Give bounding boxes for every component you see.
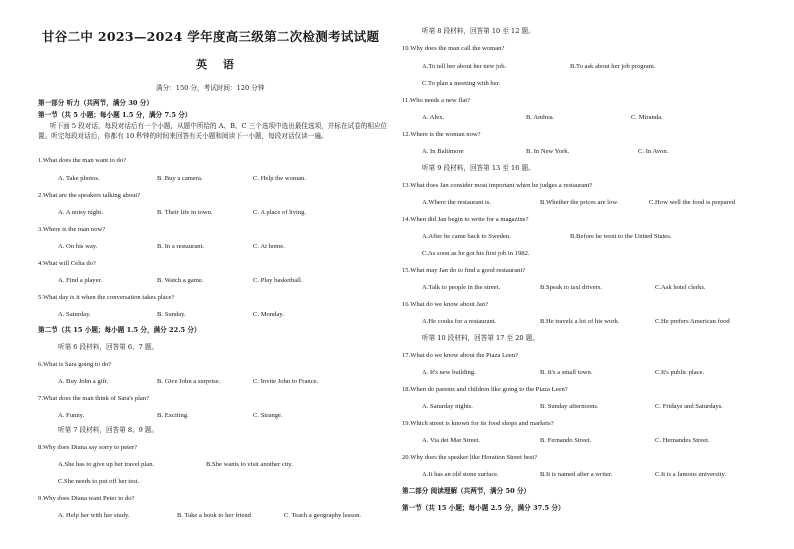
question-3: 3.Where is the man now? [38, 226, 106, 233]
question-12: 12.Where is the woman now? [402, 131, 481, 138]
exam-meta: 满分：150 分，考试时间：120 分钟 [156, 84, 265, 92]
option-19a: A. Via dei Mar Street. [422, 437, 481, 444]
option-8b: B.She wants to visit another city. [206, 461, 293, 468]
question-5: 5.What day is it when the conversation takes place? [38, 294, 175, 301]
option-1a: A. Take photos. [58, 175, 100, 182]
question-11: 11.Who needs a new flat? [402, 97, 471, 104]
option-14c: C.As soon as he got his first job in 1982. [422, 250, 530, 257]
option-15b: B.Speak to taxi drivers. [540, 284, 603, 291]
option-2a: A. A noisy night. [58, 209, 103, 216]
section1-heading: 第一节（共 5 小题；每小题 1.5 分，满分 7.5 分） [38, 111, 192, 119]
option-18b: B. Sunday afternoons. [540, 403, 599, 410]
question-15: 15.What may Jan do to find a good restaurant? [402, 267, 526, 274]
option-2b: B. Their life in town. [157, 209, 213, 216]
option-11c: C. Miranda. [631, 114, 663, 121]
option-10b: B.To ask about her job program. [570, 63, 656, 70]
option-10c: C.To plan a meeting with her. [422, 80, 501, 87]
question-16: 16.What do we know about Jan? [402, 301, 489, 308]
option-9c: C. Teach a geography lesson. [284, 512, 362, 519]
listen-prompt-6: 听第 6 段材料，回答第 6、7 题。 [58, 343, 159, 351]
subject-title: 英 语 [196, 58, 240, 71]
option-16b: B.He travels a lot of his work. [540, 318, 620, 325]
option-3b: B. In a restaurant. [157, 243, 205, 250]
option-6a: A. Buy John a gift. [58, 378, 109, 385]
option-6c: C. Invite John to France. [253, 378, 319, 385]
left-column [38, 0, 394, 549]
option-3c: C. At home. [253, 243, 285, 250]
option-12a: A. In Baltimore [422, 148, 464, 155]
option-8c: C.She needs to put off her test. [58, 478, 140, 485]
option-10a: A.To tell her about her new job. [422, 63, 507, 70]
option-14b: B.Before he went to the United States. [570, 233, 672, 240]
question-20: 20.Why does the speaker like Horation Street best? [402, 454, 538, 461]
option-7c: C. Strange. [253, 412, 283, 419]
exam-title: 甘谷二中 2023—2024 学年度高三级第二次检测考试试题 [42, 29, 380, 44]
option-9b: B. Take a book to her friend [177, 512, 251, 519]
question-2: 2.What are the speakers talking about? [38, 192, 141, 199]
option-2c: C. A place of living. [253, 209, 307, 216]
part2-heading: 第二部分 阅读理解（共两节，满分 50 分） [402, 487, 531, 495]
option-17a: A. It's new building. [422, 369, 476, 376]
question-1: 1.What does the man want to do? [38, 157, 127, 164]
question-8: 8.Why does Diana say sorry to peter? [38, 444, 138, 451]
option-18c: C. Fridays and Saturdays. [655, 403, 723, 410]
option-5c: C. Monday. [253, 311, 284, 318]
option-12b: B. In New York. [526, 148, 570, 155]
option-20b: B.It is named after a writer. [540, 471, 613, 478]
question-4: 4.What will Celia do? [38, 260, 96, 267]
option-15a: A.Talk to people in the street. [422, 284, 501, 291]
listen-prompt-9: 听第 9 段材料，回答第 13 至 16 题。 [422, 164, 535, 172]
listen-prompt-7: 听第 7 段材料，回答第 8、9 题。 [58, 426, 159, 434]
option-5b: B. Sunday. [157, 311, 186, 318]
question-18: 18.When do parents and children like going to the Piaza Leen? [402, 386, 568, 393]
option-8a: A.She has to give up her travel plan. [58, 461, 155, 468]
option-11b: B. Andrea. [526, 114, 555, 121]
option-19c: C. Hernandes Street. [655, 437, 710, 444]
option-11a: A. Alex. [422, 114, 445, 121]
option-5a: A. Saturday. [58, 311, 91, 318]
option-6b: B. Give John a surprise. [157, 378, 221, 385]
listen-prompt-10: 听第 10 段材料，回答第 17 至 20 题。 [422, 334, 539, 342]
part1-heading: 第一部分 听力（共两节，满分 30 分） [38, 99, 153, 107]
question-10: 10.Why does the man call the woman? [402, 45, 505, 52]
option-19b: B. Fernando Street. [540, 437, 592, 444]
question-6: 6.What is Sara going to do? [38, 361, 112, 368]
option-7a: A. Funny. [58, 412, 85, 419]
listen-prompt-8: 听第 8 段材料，回答第 10 至 12 题。 [422, 27, 535, 35]
question-19: 19.Which street is known for its food shops and markets? [402, 420, 554, 427]
section2-heading: 第二节（共 15 小题；每小题 1.5 分，满分 22.5 分） [38, 326, 201, 334]
right-column [402, 0, 758, 549]
option-17c: C.It's public place. [655, 369, 705, 376]
option-3a: A. On his way. [58, 243, 98, 250]
option-14a: A.After he came back to Sweden. [422, 233, 511, 240]
option-17b: B. It's a small town. [540, 369, 593, 376]
option-9a: A. Help her with her study. [58, 512, 130, 519]
option-13b: B.Whether the prices are low. [540, 199, 619, 206]
question-14: 14.When did Jan begin to write for a magazine? [402, 216, 529, 223]
option-13c: C.How well the food is prepared [649, 199, 736, 206]
section1-instructions: 听下面 5 段对话，每段对话后有一个小题，从题中所给的 A、B、C 三个选项中选出最佳选项，并标在试卷的相应位置。听完每段对话后，你都有 10 秒钟的时间来回答有关小题和阅读下一小题，每段对话仅读一遍。 [38, 122, 388, 140]
option-4c: C. Play basketball. [253, 277, 303, 284]
option-15c: C.Ask hotel clerks. [655, 284, 706, 291]
option-13a: A.Where the restaurant is. [422, 199, 492, 206]
question-13: 13.What does Jan consider most important when he judges a restaurant? [402, 182, 593, 189]
option-20a: A.It has an old stone surface. [422, 471, 499, 478]
option-4b: B. Watch a game. [157, 277, 204, 284]
part2-section1-heading: 第一节（共 15 小题；每小题 2.5 分，满分 37.5 分） [402, 504, 565, 512]
option-1b: B. Buy a camera. [157, 175, 203, 182]
option-12c: C. In Avon. [638, 148, 669, 155]
question-17: 17.What do we know about the Piaza Leen? [402, 352, 519, 359]
option-1c: C. Help the woman. [253, 175, 306, 182]
option-7b: B. Exciting. [157, 412, 189, 419]
question-9: 9.Why does Diana want Peter to do? [38, 495, 135, 502]
option-4a: A. Find a player. [58, 277, 103, 284]
option-20c: C.It is a famous university. [655, 471, 726, 478]
option-16c: C.He prefers American food [655, 318, 730, 325]
option-18a: A. Saturday nights. [422, 403, 473, 410]
option-16a: A.He cooks for a restaurant. [422, 318, 497, 325]
question-7: 7.What does the man think of Sara's plan? [38, 395, 150, 402]
